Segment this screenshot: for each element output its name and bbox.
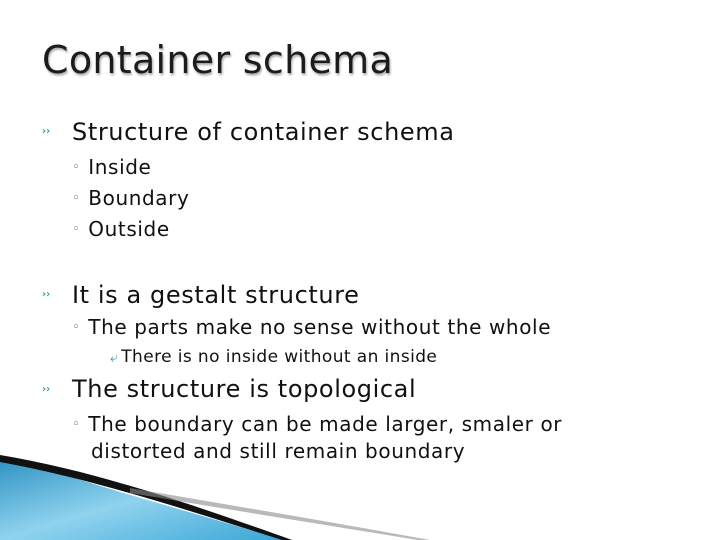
sub-bullet-boundary: ◦ Boundary xyxy=(72,186,190,210)
sub-bullet-topological-cont: distorted and still remain boundary xyxy=(91,439,466,463)
double-chevron-icon: ›› xyxy=(42,126,51,137)
hollow-circle-icon: ◦ xyxy=(72,417,81,432)
sub-bullet-outside: ◦ Outside xyxy=(72,217,170,241)
double-chevron-icon: ›› xyxy=(42,384,51,395)
sub-sub-bullet: ⤶ There is no inside without an inside xyxy=(110,347,438,367)
bullet-3-text: The structure is topological xyxy=(72,375,417,403)
curved-arrow-icon: ⤶ xyxy=(110,350,119,366)
bullet-2-text: It is a gestalt structure xyxy=(72,281,360,309)
sub-bullet-inside: ◦ Inside xyxy=(72,155,152,179)
bullet-1-text: Structure of container schema xyxy=(72,118,455,146)
hollow-circle-icon: ◦ xyxy=(72,191,81,206)
hollow-circle-icon: ◦ xyxy=(72,160,81,175)
double-chevron-icon: ›› xyxy=(42,289,51,300)
hollow-circle-icon: ◦ xyxy=(72,222,81,237)
hollow-circle-icon: ◦ xyxy=(72,320,81,335)
sub-bullet-parts: ◦ The parts make no sense without the whole xyxy=(72,315,552,339)
slide-title: Container schema xyxy=(42,38,394,82)
sub-bullet-topological: ◦ The boundary can be made larger, smaler or xyxy=(72,412,563,436)
